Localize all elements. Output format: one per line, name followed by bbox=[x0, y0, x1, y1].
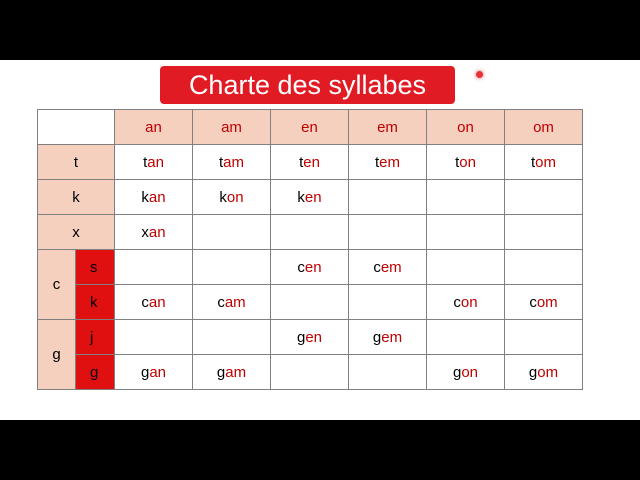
syllable-cell bbox=[427, 145, 505, 180]
table-row bbox=[38, 250, 583, 285]
syllable-consonant: x bbox=[141, 223, 149, 241]
syllable-cell bbox=[115, 355, 193, 390]
syllable-consonant: g bbox=[528, 363, 538, 381]
syllable-consonant: c bbox=[297, 258, 305, 276]
syllable-cell bbox=[115, 145, 193, 180]
syllable-cell bbox=[271, 145, 349, 180]
syllable-cell bbox=[427, 355, 505, 390]
syllable-consonant: c bbox=[529, 293, 537, 311]
sound-subheader: g bbox=[76, 355, 115, 390]
syllable-cell bbox=[505, 355, 583, 390]
vowel-header: em bbox=[349, 110, 427, 145]
syllable-cell bbox=[115, 180, 193, 215]
vowel-header: an bbox=[115, 110, 193, 145]
syllable-consonant: c bbox=[141, 293, 149, 311]
syllable-vowel: en bbox=[303, 153, 320, 171]
syllable-vowel: on bbox=[226, 188, 244, 206]
syllable-cell bbox=[349, 215, 427, 250]
table-row bbox=[38, 180, 583, 215]
syllable-consonant: g bbox=[140, 363, 150, 381]
consonant-header: x bbox=[38, 215, 115, 250]
syllable-cell bbox=[193, 285, 271, 320]
syllable-cell bbox=[505, 180, 583, 215]
syllable-consonant: g bbox=[296, 328, 306, 346]
consonant-header: c bbox=[38, 250, 76, 320]
consonant-header: k bbox=[38, 180, 115, 215]
syllable-cell bbox=[271, 355, 349, 390]
syllable-consonant: k bbox=[141, 188, 149, 206]
syllable-cell bbox=[349, 250, 427, 285]
syllable-cell bbox=[115, 285, 193, 320]
syllable-vowel: em bbox=[379, 153, 400, 171]
syllable-consonant: t bbox=[143, 153, 148, 171]
syllable-vowel: om bbox=[535, 153, 556, 171]
syllable-consonant: g bbox=[372, 328, 382, 346]
syllable-cell bbox=[271, 320, 349, 355]
syllable-cell bbox=[193, 180, 271, 215]
syllable-vowel: am bbox=[223, 153, 244, 171]
syllable-vowel: on bbox=[461, 363, 479, 381]
corner-cell bbox=[38, 110, 115, 145]
syllable-cell bbox=[115, 215, 193, 250]
sound-subheader: s bbox=[76, 250, 115, 285]
syllable-consonant: g bbox=[452, 363, 462, 381]
syllable-cell bbox=[505, 215, 583, 250]
syllable-cell bbox=[505, 145, 583, 180]
syllable-cell bbox=[115, 250, 193, 285]
syllable-cell bbox=[349, 180, 427, 215]
slide bbox=[0, 60, 640, 420]
slide-title: Charte des syllabes bbox=[160, 66, 455, 104]
syllable-consonant: k bbox=[219, 188, 227, 206]
syllable-cell bbox=[505, 285, 583, 320]
consonant-header: t bbox=[38, 145, 115, 180]
syllable-vowel: an bbox=[148, 293, 166, 311]
syllable-vowel: on bbox=[459, 153, 476, 171]
syllable-cell bbox=[427, 180, 505, 215]
syllable-cell bbox=[349, 285, 427, 320]
table-row bbox=[38, 285, 583, 320]
syllable-cell bbox=[427, 215, 505, 250]
syllable-vowel: an bbox=[148, 188, 166, 206]
syllable-cell bbox=[193, 145, 271, 180]
syllable-cell bbox=[193, 320, 271, 355]
syllable-cell bbox=[427, 250, 505, 285]
syllable-vowel: an bbox=[147, 153, 164, 171]
syllable-cell bbox=[115, 320, 193, 355]
syllable-cell bbox=[427, 320, 505, 355]
vowel-header: am bbox=[193, 110, 271, 145]
syllable-vowel: om bbox=[536, 293, 558, 311]
syllable-cell bbox=[349, 320, 427, 355]
syllable-chart bbox=[37, 109, 583, 390]
vowel-header: om bbox=[505, 110, 583, 145]
table-row bbox=[38, 355, 583, 390]
syllable-vowel: om bbox=[537, 363, 559, 381]
syllable-cell bbox=[271, 180, 349, 215]
syllable-consonant: t bbox=[299, 153, 304, 171]
table-row bbox=[38, 320, 583, 355]
syllable-vowel: an bbox=[148, 223, 166, 241]
syllable-consonant: k bbox=[297, 188, 305, 206]
syllable-vowel: em bbox=[381, 328, 403, 346]
syllable-consonant: t bbox=[455, 153, 460, 171]
syllable-vowel: am bbox=[224, 293, 246, 311]
syllable-cell bbox=[271, 250, 349, 285]
syllable-vowel: en bbox=[305, 328, 323, 346]
vowel-header: on bbox=[427, 110, 505, 145]
consonant-header: g bbox=[38, 320, 76, 390]
syllable-consonant: t bbox=[530, 153, 536, 171]
table-row bbox=[38, 145, 583, 180]
syllable-vowel: em bbox=[380, 258, 402, 276]
sound-subheader: k bbox=[76, 285, 115, 320]
vowel-header: en bbox=[271, 110, 349, 145]
syllable-vowel: an bbox=[149, 363, 167, 381]
syllable-consonant: c bbox=[373, 258, 381, 276]
syllable-vowel: en bbox=[304, 258, 322, 276]
syllable-consonant: c bbox=[453, 293, 461, 311]
syllable-cell bbox=[193, 250, 271, 285]
syllable-cell bbox=[193, 355, 271, 390]
syllable-cell bbox=[193, 215, 271, 250]
syllable-cell bbox=[505, 320, 583, 355]
syllable-cell bbox=[349, 145, 427, 180]
syllable-cell bbox=[505, 250, 583, 285]
syllable-vowel: am bbox=[225, 363, 247, 381]
syllable-consonant: g bbox=[216, 363, 226, 381]
laser-pointer-dot bbox=[476, 71, 483, 78]
syllable-consonant: t bbox=[374, 153, 380, 171]
syllable-vowel: en bbox=[304, 188, 322, 206]
header-row bbox=[38, 110, 583, 145]
sound-subheader: j bbox=[76, 320, 115, 355]
table-row bbox=[38, 215, 583, 250]
syllable-cell bbox=[271, 215, 349, 250]
syllable-consonant: t bbox=[218, 153, 224, 171]
syllable-cell bbox=[427, 285, 505, 320]
syllable-cell bbox=[271, 285, 349, 320]
syllable-consonant: c bbox=[217, 293, 225, 311]
syllable-cell bbox=[349, 355, 427, 390]
syllable-vowel: on bbox=[460, 293, 478, 311]
